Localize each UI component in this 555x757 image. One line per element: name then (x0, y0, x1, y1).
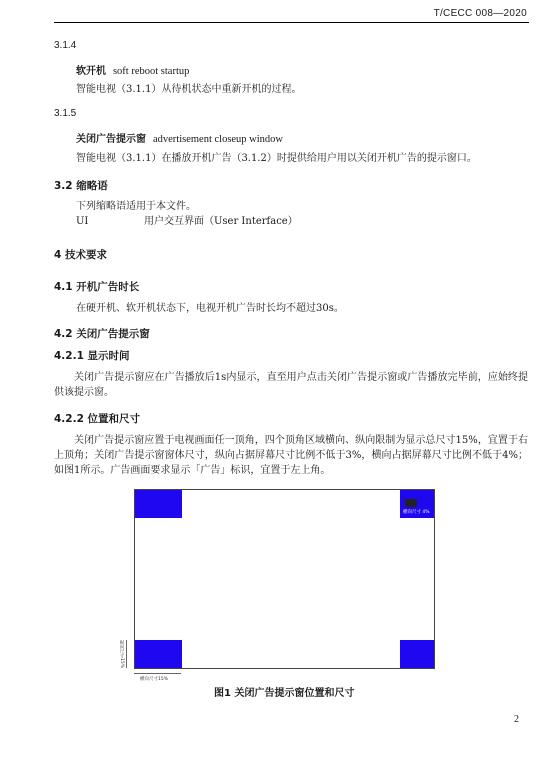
section-4-2-1-text: 关闭广告提示窗应在广告播放后1s内显示，直至用户点击关闭广告提示窗或广告播放完毕前，应始终提供该提示窗。 (54, 372, 528, 398)
section-4-1-title: 4.1 开机广告时长 (54, 281, 140, 293)
clause-number-3-1-4: 3.1.4 (54, 40, 77, 51)
doc-code: T/CECC 008—2020 (433, 8, 527, 19)
section-4-2-title: 4.2 关闭广告提示窗 (54, 328, 150, 340)
corner-region-bottom-right (400, 640, 434, 668)
abbreviation-intro: 下列缩略语适用于本文件。 (76, 201, 196, 212)
section-4-2-1-title: 4.2.1 显示时间 (54, 350, 130, 362)
term-3-1-4 (76, 62, 189, 77)
vertical-size-label: 纵向尺寸15% (119, 640, 124, 669)
definition-3-1-5: 智能电视（3.1.1）在播放开机广告（3.1.2）时提供给用户用以关闭开机广告的提示窗口。 (76, 153, 477, 164)
corner-region-bottom-left (135, 640, 182, 668)
header-rule (54, 22, 529, 23)
section-4-title: 4 技术要求 (54, 249, 107, 261)
window-size-label: 横向尺寸 4% (403, 510, 430, 515)
section-4-2-2-title: 4.2.2 位置和尺寸 (54, 413, 141, 425)
figure-caption: 图1 关闭广告提示窗位置和尺寸 (214, 688, 355, 699)
horizontal-dimension-line (134, 673, 181, 674)
tv-screen-frame (134, 489, 435, 669)
section-4-2-2-text: 关闭广告提示窗应置于电视画面任一顶角，四个顶角区域横向、纵向限制为显示总尺寸15%，宜置于右上顶角；关闭广告提示窗窗体尺寸，纵向占据屏幕尺寸比例不低于3%，横向占据屏幕尺寸比例不低于4%；如图1所示。广告画面要求显示「广告」标识，宜置于左上角。 (54, 435, 528, 476)
clause-number-3-1-5: 3.1.5 (54, 108, 77, 119)
term-cn: 软开机 (76, 66, 106, 77)
section-3-2-title: 3.2 缩略语 (54, 180, 108, 192)
term-en: advertisement closeup window (152, 134, 284, 145)
abbreviation-term: UI (76, 216, 89, 227)
horizontal-size-label: 横向尺寸15% (140, 677, 169, 682)
term-3-1-5 (76, 130, 283, 145)
term-en: soft reboot startup (112, 66, 190, 77)
definition-3-1-4: 智能电视（3.1.1）从待机状态中重新开机的过程。 (76, 84, 302, 95)
section-4-1-text: 在硬开机、软开机状态下，电视开机广告时长均不超过30s。 (76, 303, 344, 314)
vertical-dimension-line (126, 640, 127, 668)
page-number: 2 (514, 714, 519, 725)
corner-region-top-right (400, 490, 434, 518)
abbreviation-definition: 用户交互界面（User Interface） (144, 216, 298, 227)
corner-region-top-left (135, 490, 182, 518)
close-window-box (405, 499, 417, 507)
term-cn: 关闭广告提示窗 (76, 134, 146, 145)
